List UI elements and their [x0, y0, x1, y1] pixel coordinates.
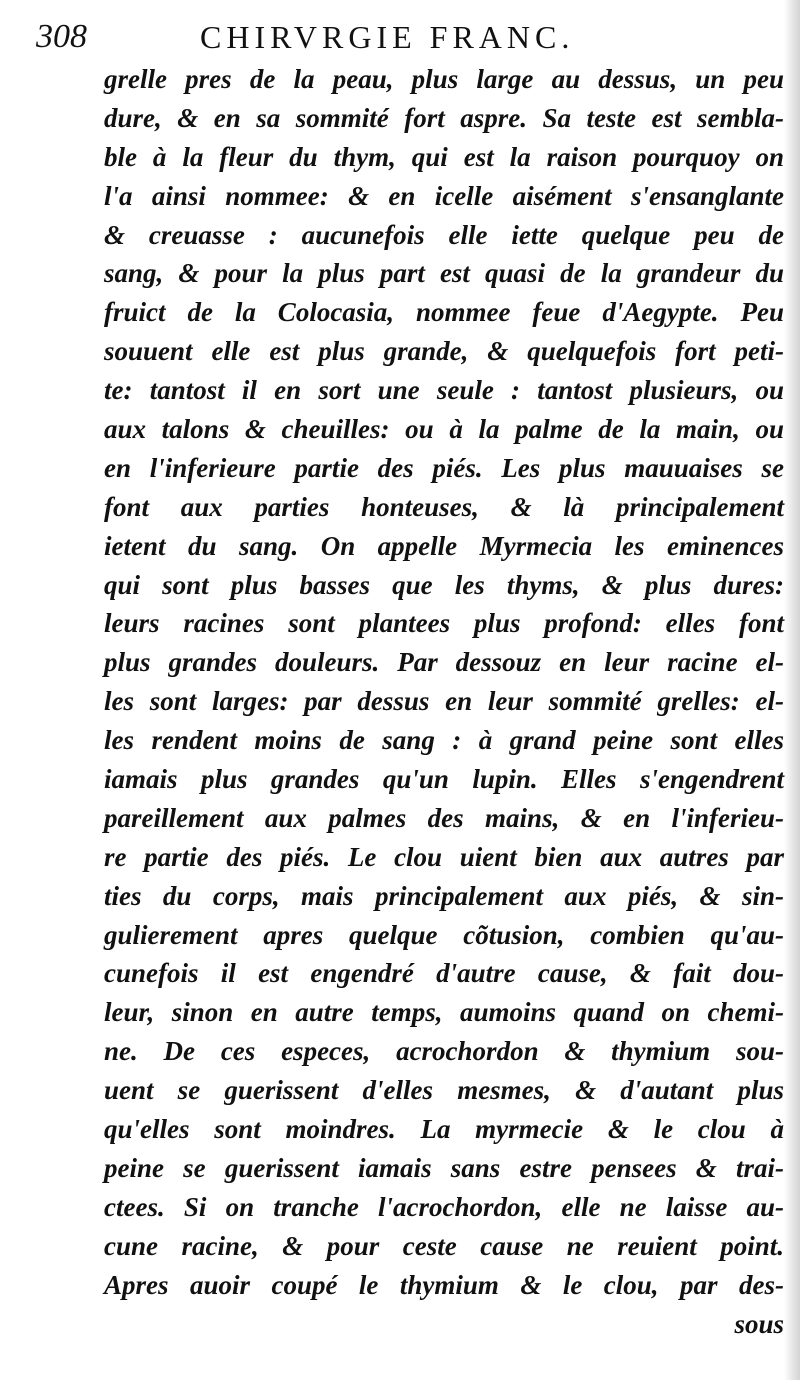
- text-line: souuent elle est plus grande, & quelquefois fort peti-: [104, 336, 784, 367]
- text-line: sang, & pour la plus part est quasi de la grandeur du: [104, 258, 784, 289]
- page-header: [30, 14, 790, 60]
- text-line: qu'elles sont moindres. La myrmecie & le clou à: [104, 1114, 784, 1145]
- page-edge-shadow: [784, 0, 800, 1380]
- text-line: peine se guerissent iamais sans estre pensees & trai-: [104, 1152, 784, 1183]
- text-line: dure, & en sa sommité fort aspre. Sa teste est sembla-: [104, 102, 784, 133]
- text-line: qui sont plus basses que les thyms, & plus dures:: [104, 569, 784, 600]
- text-line: re partie des piés. Le clou uient bien aux autres par: [104, 841, 784, 872]
- text-line: te: tantost il en sort une seule : tantost plusieurs, ou: [104, 375, 784, 406]
- text-line: font aux parties honteuses, & là principalement: [104, 491, 784, 522]
- text-line: ietent du sang. On appelle Myrmecia les eminences: [104, 530, 784, 561]
- text-line: les sont larges: par dessus en leur sommité grelles: el-: [104, 686, 784, 717]
- body-text: [104, 60, 784, 1343]
- text-line: Apres auoir coupé le thymium & le clou, par des-: [104, 1269, 784, 1300]
- text-line: gulierement apres quelque cõtusion, combien qu'au-: [104, 919, 784, 950]
- page-number: 308: [36, 18, 87, 55]
- text-line: plus grandes douleurs. Par dessouz en leur racine el-: [104, 647, 784, 678]
- text-line: en l'inferieure partie des piés. Les plus mauuaises se: [104, 452, 784, 483]
- text-line: sous: [734, 1308, 784, 1339]
- text-line: fruict de la Colocasia, nommee feue d'Aegypte. Peu: [104, 297, 784, 328]
- text-line: les rendent moins de sang : à grand peine sont elles: [104, 725, 784, 756]
- text-line: iamais plus grandes qu'un lupin. Elles s'engendrent: [104, 764, 784, 795]
- text-line: leurs racines sont plantees plus profond: elles font: [104, 608, 784, 639]
- text-line: & creuasse : aucunefois elle iette quelque peu de: [104, 219, 784, 250]
- text-line: ties du corps, mais principalement aux piés, & sin-: [104, 880, 784, 911]
- running-head: CHIRVRGIE FRANC.: [200, 19, 575, 55]
- text-line: ne. De ces especes, acrochordon & thymium sou-: [104, 1036, 784, 1067]
- text-line: grelle pres de la peau, plus large au dessus, un peu: [104, 64, 784, 94]
- text-line: aux talons & cheuilles: ou à la palme de la main, ou: [104, 414, 784, 445]
- text-line: uent se guerissent d'elles mesmes, & d'autant plus: [104, 1075, 784, 1106]
- text-line: leur, sinon en autre temps, aumoins quand on chemi-: [104, 997, 784, 1028]
- text-line: cune racine, & pour ceste cause ne reuient point.: [104, 1230, 784, 1261]
- text-line: ble à la fleur du thym, qui est la raison pourquoy on: [104, 141, 784, 172]
- text-line: pareillement aux palmes des mains, & en l'inferieu-: [104, 802, 784, 833]
- text-line: cunefois il est engendré d'autre cause, & fait dou-: [104, 958, 784, 989]
- text-line: l'a ainsi nommee: & en icelle aisément s'ensanglante: [104, 180, 784, 211]
- text-line: ctees. Si on tranche l'acrochordon, elle ne laisse au-: [104, 1191, 784, 1222]
